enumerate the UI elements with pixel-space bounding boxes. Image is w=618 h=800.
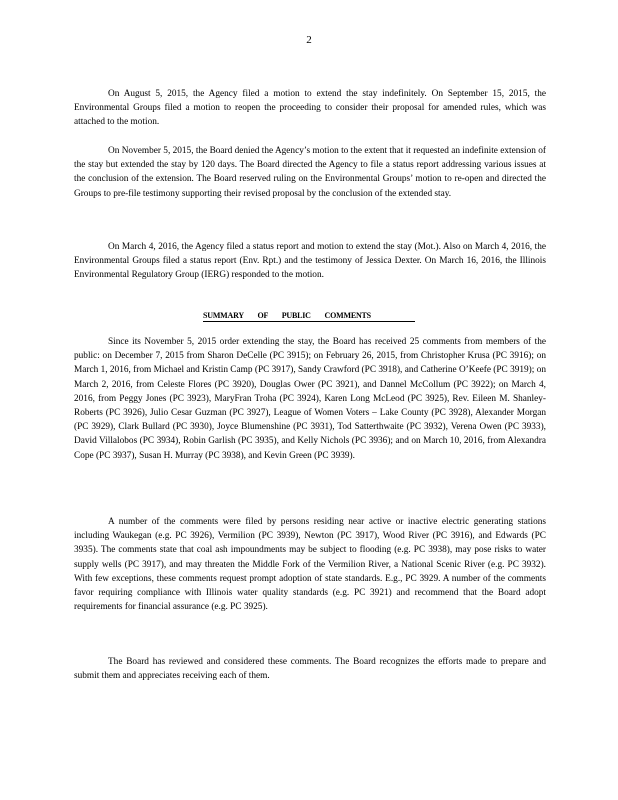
paragraph-board-denial: On November 5, 2015, the Board denied the Agency’s motion to the extent that it requested an indefinite extension of the stay but extended the stay by 120 days. The Board directed the Agency to file a status report addressing various issues at the conclusion of the extension. The Board reserved ruling on the Environmental Groups’ motion to re-open and directed the Groups to pre-file testimony supporting their revised proposal by the conclusion of the extended stay.	[74, 146, 546, 199]
page-number: 2	[306, 34, 312, 46]
paragraph-board-review: The Board has reviewed and considered these comments. The Board recognizes the efforts made to prepare and submit them and appreciates receiving each of them.	[74, 657, 546, 682]
section-heading: SUMMARY OF PUBLIC COMMENTS	[203, 311, 415, 322]
paragraph-agency-motion: On August 5, 2015, the Agency filed a motion to extend the stay indefinitely. On September 15, 2015, the Environmental Groups filed a motion to reopen the proceeding to consider their proposal for amended rules, which was attached to the motion.	[74, 89, 546, 128]
paragraph-comments-summary: A number of the comments were filed by persons residing near active or inactive electric generating stations including Waukegan (e.g. PC 3926), Vermilion (PC 3939), Newton (PC 3917), Wood River (PC 3916), and Edwards (PC 3935). The comments state that coal ash impoundments may be subject to flooding (e.g. PC 3938), may pose risks to water supply wells (PC 3917), and may threaten the Middle Fork of the Vermilion River, a National Scenic River (e.g. PC 3932). With few exceptions, these comments request prompt adoption of state standards. E.g., PC 3929. A number of the comments favor requiring compliance with Illinois water quality standards (e.g. PC 3921) and recommend that the Board adopt requirements for financial assurance (e.g. PC 3925).	[74, 517, 546, 613]
paragraph-comments-list: Since its November 5, 2015 order extending the stay, the Board has received 25 comments from members of the public: on December 7, 2015 from Sharon DeCelle (PC 3915); on February 26, 2015, from Christopher Krusa (PC 3916); on March 1, 2016, from Michael and Kristin Camp (PC 3917), Sandy Crawford (PC 3918), and Catherine O’Keefe (PC 3919); on March 2, 2016, from Celeste Flores (PC 3920), Douglas Ower (PC 3921), and Dannel McCollum (PC 3922); on March 4, 2016, from Peggy Jones (PC 3923), MaryFran Troha (PC 3924), Karen Long McLeod (PC 3925), Rev. Eileen M. Shanley-Roberts (PC 3926), Julio Cesar Guzman (PC 3927), League of Women Voters – Lake County (PC 3928), Alexander Morgan (PC 3929), Clark Bullard (PC 3930), Joyce Blumenshine (PC 3931), Tod Satterthwaite (PC 3932), Verena Owen (PC 3933), David Villalobos (PC 3934), Robin Garlish (PC 3935), and Kelly Nichols (PC 3936); and on March 10, 2016, from Alexandra Cope (PC 3937), Susan H. Murray (PC 3938), and Kevin Green (PC 3939).	[74, 337, 546, 461]
paragraph-status-report: On March 4, 2016, the Agency filed a status report and motion to extend the stay (Mot.). Also on March 4, 2016, the Environmental Groups filed a status report (Env. Rpt.) and the testimony of Jessica Dexter. On March 16, 2016, the Illinois Environmental Regulatory Group (IERG) responded to the motion.	[74, 242, 546, 281]
